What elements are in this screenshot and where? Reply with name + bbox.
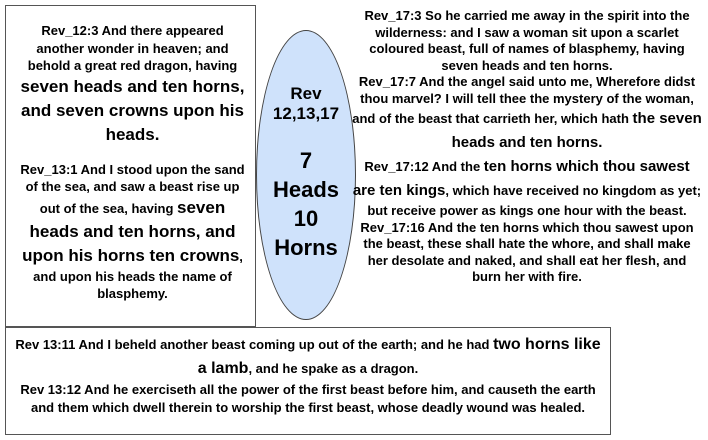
ellipse-seven: 7 (299, 148, 313, 173)
ellipse-ten: 10 (293, 206, 319, 231)
verse-text: Rev 13:11 And I beheld another beast coming up out of the earth; and he had (15, 337, 494, 352)
verse-rev-17-7 (352, 74, 702, 155)
right-verse-column (352, 8, 702, 286)
ellipse-heads: Heads (272, 177, 340, 202)
verse-text: Rev_12:3 And there appeared another wonder in heaven; and behold a great red dragon, having (27, 23, 238, 73)
verse-text-post: , and upon his heads the name of blasphemy. (33, 248, 243, 301)
verse-rev-13-1 (16, 161, 249, 303)
verse-emphasis: the seven heads and ten horns. (451, 110, 702, 151)
verse-text-post: , and he spake as a dragon. (248, 361, 419, 376)
verse-emphasis: seven heads and ten horns, and seven crowns upon his heads. (20, 76, 245, 144)
verse-rev-12-3 (16, 22, 249, 147)
verse-rev-17-3: Rev_17:3 So he carried me away in the spirit into the wilderness: and I saw a woman sit upon a scarlet coloured beast, full of names of blasphemy, having seven heads and ten horns. (364, 8, 690, 73)
verse-emphasis: seven heads and ten horns, and upon his horns ten crowns (22, 197, 240, 265)
verse-text: Rev_13:1 And I stood upon the sand of the sea, and saw a beast rise up out of the sea, having (20, 161, 245, 216)
verse-emphasis: two horns like a lamb (197, 336, 601, 377)
left-verse-box (5, 5, 256, 327)
verse-text-post: , which have received no kingdom as yet; but receive power as kings one hour with the beast. (367, 183, 702, 218)
verse-rev-17-12 (352, 155, 702, 220)
ellipse-label (256, 84, 356, 262)
verse-rev-13-12: Rev 13:12 And he exerciseth all the power of the first beast before him, and causeth the earth and them which dwell therein to worship the first beast, whose deadly wound was healed. (20, 382, 596, 415)
verse-rev-17-16: Rev_17:16 And the ten horns which thou sawest upon the beast, these shall hate the whore, and shall make her desolate and naked, and shall eat her flesh, and burn her with fire. (360, 219, 694, 284)
spacer (256, 124, 356, 146)
bottom-verse-box (5, 327, 611, 435)
ellipse-horns: Horns (274, 235, 338, 260)
ellipse-ref-chapters: 12,13,17 (272, 104, 340, 123)
verse-rev-13-11 (14, 333, 602, 381)
ellipse-ref-title: Rev (290, 84, 322, 103)
verse-text: Rev_17:7 And the angel said unto me, Wherefore didst thou marvel? I will tell thee the mystery of the woman, and of the beast that carrieth her, which hath (352, 74, 696, 126)
verse-emphasis: ten horns which thou sawest are ten kings (352, 158, 690, 199)
spacer (16, 147, 249, 161)
verse-ref: Rev_17:12 And the (364, 159, 484, 174)
